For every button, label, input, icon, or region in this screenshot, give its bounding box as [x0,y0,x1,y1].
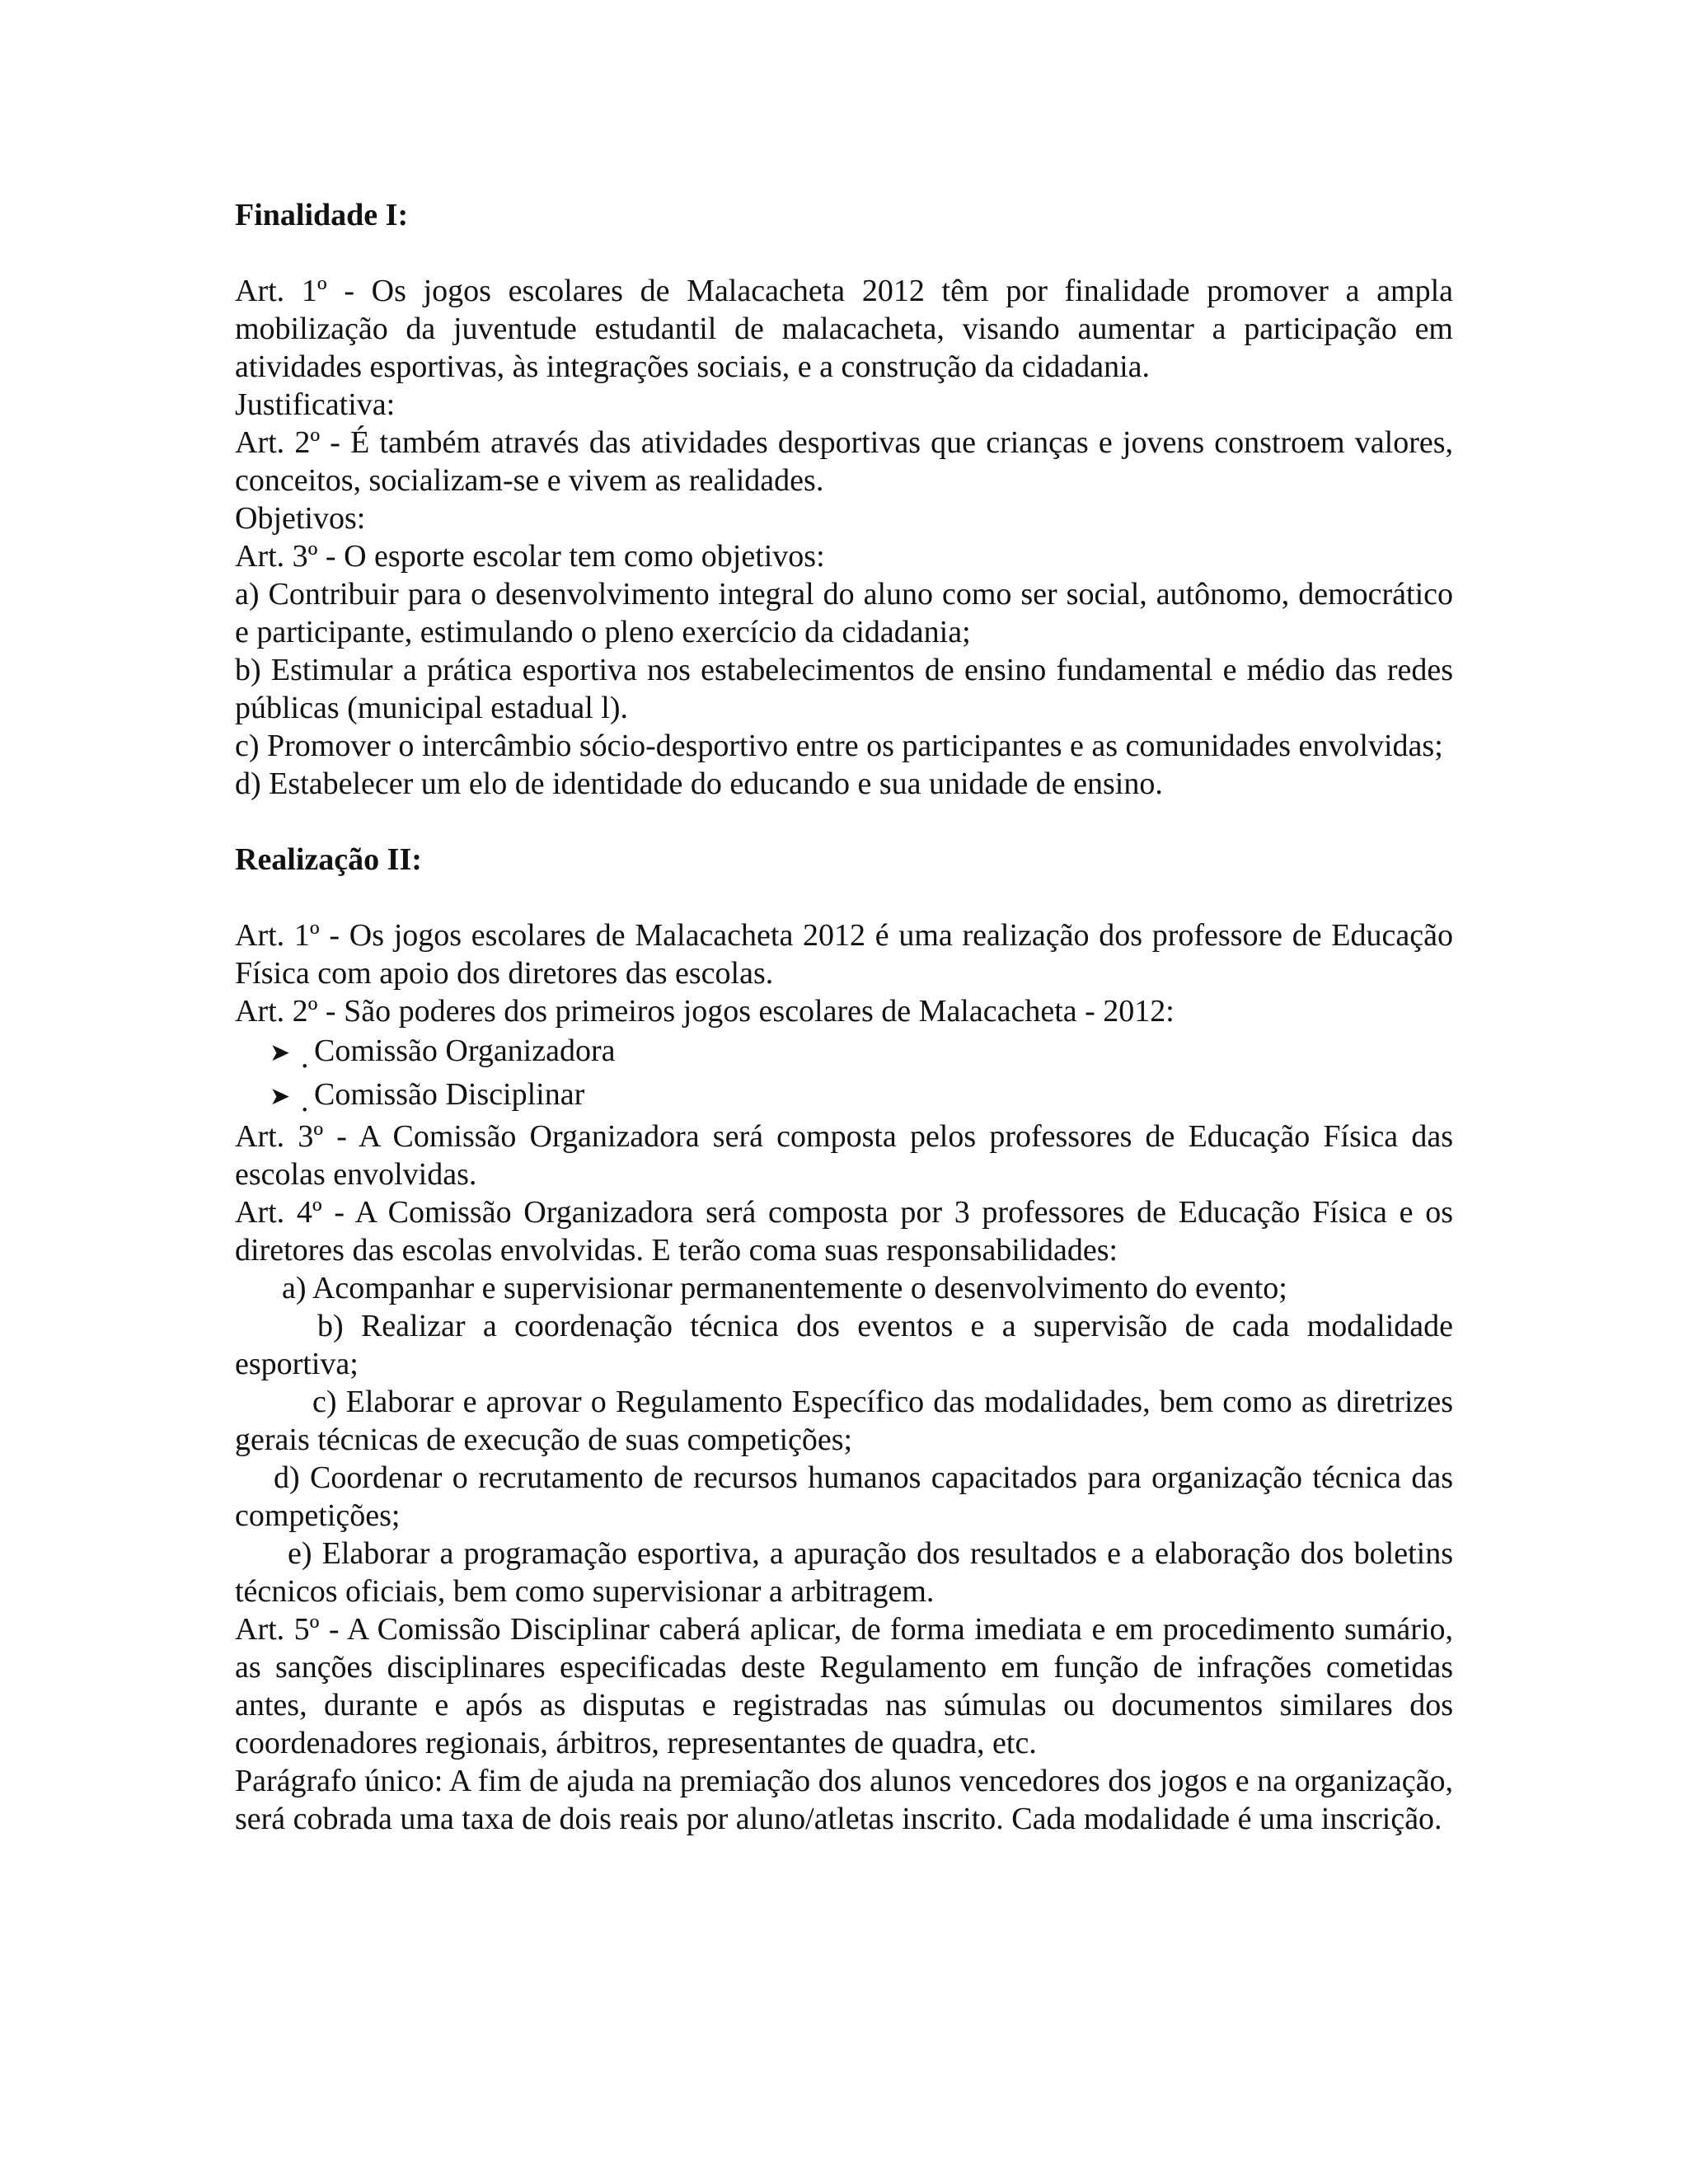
realizacao-art-4: Art. 4º - A Comissão Organizadora será composta por 3 professores de Educação Física e os diretores das escolas envolvidas. E terão coma suas responsabilidades: [235,1195,1453,1268]
section-heading-realizacao: Realização II: [235,842,422,877]
paragrafo-unico: Parágrafo único: A fim de ajuda na premiação dos alunos vencedores dos jogos e na organização, será cobrada uma taxa de dois reais por aluno/atletas inscrito. Cada modalidade é uma inscrição. [235,1764,1453,1836]
objetivos-label: Objetivos: [235,501,366,536]
responsibility-item-a: a) Acompanhar e supervisionar permanentemente o desenvolvimento do evento; [282,1271,1287,1305]
section-heading-finalidade: Finalidade I: [235,198,409,232]
arrowhead-bullet-icon: ➤ [270,1082,291,1111]
bullet-item: ➤ . Comissão Disciplinar [270,1077,585,1118]
realizacao-art-2: Art. 2º - São poderes dos primeiros jogos escolares de Malacacheta - 2012: [235,994,1175,1029]
responsibility-item-c: c) Elaborar e aprovar o Regulamento Específico das modalidades, bem como as diretrizes gerais técnicas de execução de suas competições; [235,1385,1453,1457]
realizacao-art-5: Art. 5º - A Comissão Disciplinar caberá aplicar, de forma imediata e em procedimento sumário, as sanções disciplinares especificadas deste Regulamento em função de infrações cometidas antes, durante e após as disputas e registradas nas súmulas ou documentos similares dos coordenadores regionais, árbitros, representantes de quadra, etc. [235,1612,1453,1760]
finalidade-art-1: Art. 1º - Os jogos escolares de Malacacheta 2012 têm por finalidade promover a ampla mobilização da juventude estudantil de malacacheta, visando aumentar a participação em atividades esportivas, às integrações sociais, e a construção da cidadania. [235,274,1453,384]
bullet-label: Comissão Disciplinar [314,1077,585,1112]
responsibility-item-d: d) Coordenar o recrutamento de recursos humanos capacitados para organização técnica das competições; [235,1460,1453,1533]
bullet-item: ➤ . Comissão Organizadora [270,1033,616,1075]
responsibility-item-e: e) Elaborar a programação esportiva, a apuração dos resultados e a elaboração dos boletins técnicos oficiais, bem como supervisionar a arbitragem. [235,1536,1453,1609]
justificativa-label: Justificativa: [235,387,396,422]
document-page [235,196,1453,1838]
objective-item-c: c) Promover o intercâmbio sócio-desportivo entre os participantes e as comunidades envolvidas; [235,729,1443,763]
finalidade-art-2: Art. 2º - É também através das atividades desportivas que crianças e jovens constroem valores, conceitos, socializam-se e vivem as realidades. [235,425,1453,498]
realizacao-art-1: Art. 1º - Os jogos escolares de Malacacheta 2012 é uma realização dos professore de Educação Física com apoio dos diretores das escolas. [235,918,1453,991]
objective-item-b: b) Estimular a prática esportiva nos estabelecimentos de ensino fundamental e médio das redes públicas (municipal estadual l). [235,653,1453,725]
responsibility-item-b: b) Realizar a coordenação técnica dos eventos e a supervisão de cada modalidade esportiva; [235,1309,1453,1381]
realizacao-art-3: Art. 3º - A Comissão Organizadora será composta pelos professores de Educação Física das escolas envolvidas. [235,1119,1453,1192]
objective-item-d: d) Estabelecer um elo de identidade do educando e sua unidade de ensino. [235,766,1163,801]
arrowhead-bullet-icon: ➤ [270,1038,291,1067]
bullet-label: Comissão Organizadora [314,1033,616,1068]
objective-item-a: a) Contribuir para o desenvolvimento integral do aluno como ser social, autônomo, democrático e participante, estimulando o pleno exercício da cidadania; [235,577,1453,649]
finalidade-art-3: Art. 3º - O esporte escolar tem como objetivos: [235,539,825,574]
